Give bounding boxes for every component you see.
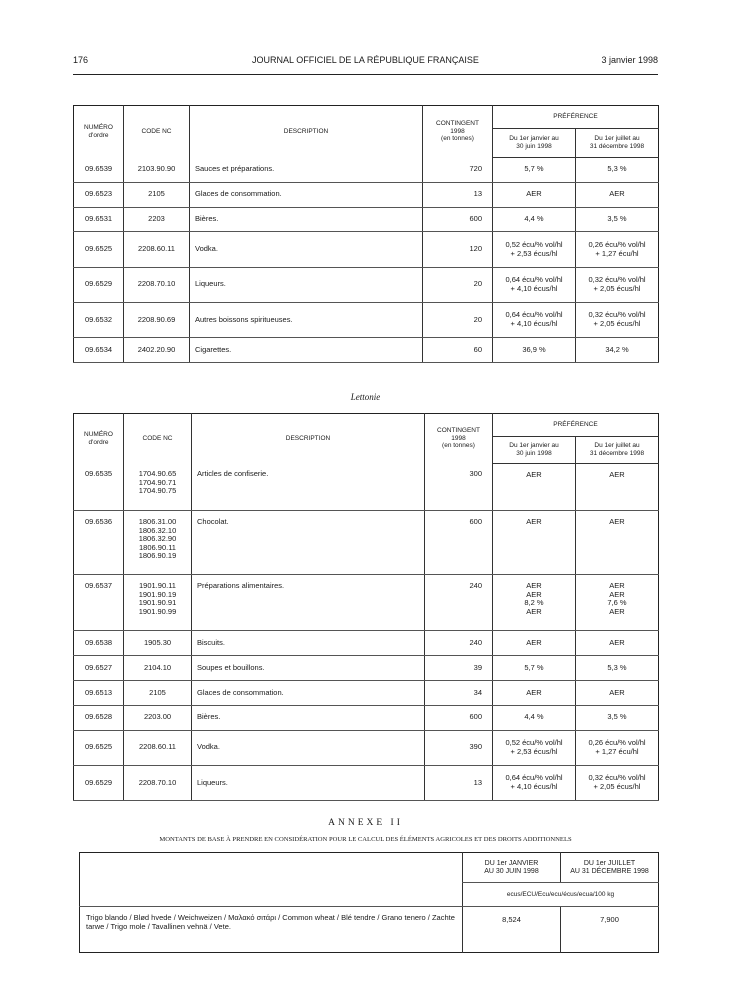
cell-numero: 09.6535 — [74, 463, 124, 511]
cell-numero: 09.6532 — [74, 302, 124, 337]
page-date: 3 janvier 1998 — [601, 55, 658, 65]
cell-code: 2203 — [124, 207, 190, 232]
value-period1: 8,524 — [463, 907, 561, 953]
table-row — [74, 511, 659, 575]
col-header-pref1: Du 1er janvier au 30 juin 1998 — [493, 128, 576, 157]
cell-numero: 09.6529 — [74, 765, 124, 800]
cell-description: Glaces de consommation. — [190, 182, 423, 207]
cell-contingent: 20 — [423, 267, 493, 302]
cell-pref2: 0,26 écu/% vol/hl + 1,27 écu/hl — [576, 730, 659, 765]
cell-code: 2105 — [124, 680, 192, 705]
cell-description: Biscuits. — [192, 631, 425, 656]
cell-code: 1905.30 — [124, 631, 192, 656]
table-row — [74, 575, 659, 631]
cell-description: Vodka. — [190, 232, 423, 267]
col-header-pref2: Du 1er juillet au 31 décembre 1998 — [576, 436, 659, 463]
cell-pref2: 0,32 écu/% vol/hl + 2,05 écus/hl — [576, 302, 659, 337]
header-rule — [73, 74, 658, 75]
quota-table-1 — [73, 105, 659, 363]
cell-pref1: AER — [493, 631, 576, 656]
table-row — [74, 656, 659, 681]
value-period2: 7,900 — [561, 907, 659, 953]
cell-code: 2105 — [124, 182, 190, 207]
cell-contingent: 600 — [423, 207, 493, 232]
unit-label: ecus/ECU/Ecu/ecu/écus/ecua/100 kg — [463, 883, 659, 907]
cell-description: Glaces de consommation. — [192, 680, 425, 705]
cell-pref2: AER — [576, 631, 659, 656]
cell-pref1: 0,52 écu/% vol/hl + 2,53 écus/hl — [493, 730, 576, 765]
table-row — [74, 705, 659, 730]
journal-title: JOURNAL OFFICIEL DE LA RÉPUBLIQUE FRANÇAISE — [252, 55, 479, 65]
cell-description: Vodka. — [192, 730, 425, 765]
col-header-period2: DU 1er JUILLET AU 31 DÉCEMBRE 1998 — [561, 853, 659, 883]
cell-pref1: 4,4 % — [493, 207, 576, 232]
base-amounts-table — [79, 852, 659, 953]
cell-numero: 09.6527 — [74, 656, 124, 681]
col-header-pref2: Du 1er juillet au 31 décembre 1998 — [576, 128, 659, 157]
cell-contingent: 390 — [425, 730, 493, 765]
cell-contingent: 39 — [425, 656, 493, 681]
cell-pref2: 34,2 % — [576, 338, 659, 363]
cell-pref1: 0,64 écu/% vol/hl + 4,10 écus/hl — [493, 765, 576, 800]
table-row — [74, 680, 659, 705]
cell-pref1: 4,4 % — [493, 705, 576, 730]
table-row — [74, 730, 659, 765]
cell-pref1: AER AER 8,2 % AER — [493, 575, 576, 631]
cell-code: 1901.90.11 1901.90.19 1901.90.91 1901.90.99 — [124, 575, 192, 631]
cell-pref2: 3,5 % — [576, 207, 659, 232]
cell-code: 2103.90.90 — [124, 157, 190, 182]
cell-numero: 09.6525 — [74, 730, 124, 765]
cell-pref2: AER — [576, 182, 659, 207]
col-header-pref1: Du 1er janvier au 30 juin 1998 — [493, 436, 576, 463]
table-row — [74, 631, 659, 656]
cell-contingent: 13 — [425, 765, 493, 800]
product-label: Trigo blando / Blød hvede / Weichweizen / Μαλακό σιτάρι / Common wheat / Blé tendre / Grano tenero / Zachte tarwe / Trigo mole / Tavallinen vehnä / Vete. — [86, 913, 455, 931]
table-header-row — [74, 414, 659, 437]
cell-code: 2208.70.10 — [124, 267, 190, 302]
table-row — [74, 232, 659, 267]
cell-description: Soupes et bouillons. — [192, 656, 425, 681]
cell-numero: 09.6529 — [74, 267, 124, 302]
cell-numero: 09.6534 — [74, 338, 124, 363]
col-header-code: CODE NC — [124, 106, 190, 158]
cell-contingent: 240 — [425, 631, 493, 656]
table-header-row — [74, 106, 659, 129]
cell-numero: 09.6513 — [74, 680, 124, 705]
cell-pref1: AER — [493, 680, 576, 705]
cell-contingent: 60 — [423, 338, 493, 363]
cell-pref2: AER AER 7,6 % AER — [576, 575, 659, 631]
cell-code: 2208.90.69 — [124, 302, 190, 337]
cell-pref2: 3,5 % — [576, 705, 659, 730]
cell-pref2: 0,26 écu/% vol/hl + 1,27 écu/hl — [576, 232, 659, 267]
table-row — [74, 302, 659, 337]
cell-contingent: 720 — [423, 157, 493, 182]
cell-numero: 09.6525 — [74, 232, 124, 267]
table-row — [74, 267, 659, 302]
col-header-preference: PRÉFÉRENCE — [493, 106, 659, 129]
cell-code: 2203.00 — [124, 705, 192, 730]
annexe-subtitle: MONTANTS DE BASE À PRENDRE EN CONSIDÉRATION POUR LE CALCUL DES ÉLÉMENTS AGRICOLES ET DES DROITS ADDITIONNELS — [159, 836, 572, 843]
col-header-preference: PRÉFÉRENCE — [493, 414, 659, 437]
cell-pref2: 5,3 % — [576, 656, 659, 681]
cell-pref1: AER — [493, 182, 576, 207]
cell-code: 1806.31.00 1806.32.10 1806.32.90 1806.90.11 1806.90.19 — [124, 511, 192, 575]
cell-contingent: 20 — [423, 302, 493, 337]
cell-description: Préparations alimentaires. — [192, 575, 425, 631]
col-header-description: DESCRIPTION — [192, 414, 425, 464]
cell-code: 2208.70.10 — [124, 765, 192, 800]
cell-description: Sauces et préparations. — [190, 157, 423, 182]
cell-numero: 09.6538 — [74, 631, 124, 656]
col-header-description: DESCRIPTION — [190, 106, 423, 158]
table-row — [74, 157, 659, 182]
col-header-contingent: CONTINGENT 1998 (en tonnes) — [423, 106, 493, 158]
cell-pref2: 0,32 écu/% vol/hl + 2,05 écus/hl — [576, 267, 659, 302]
table-row — [74, 207, 659, 232]
cell-pref2: AER — [576, 680, 659, 705]
table-row — [74, 765, 659, 800]
cell-contingent: 600 — [425, 705, 493, 730]
cell-description: Chocolat. — [192, 511, 425, 575]
cell-pref1: 5,7 % — [493, 157, 576, 182]
cell-code: 2208.60.11 — [124, 232, 190, 267]
cell-description: Bières. — [192, 705, 425, 730]
cell-code: 2402.20.90 — [124, 338, 190, 363]
cell-description: Cigarettes. — [190, 338, 423, 363]
cell-numero: 09.6523 — [74, 182, 124, 207]
cell-pref2: AER — [576, 463, 659, 511]
cell-pref1: 0,64 écu/% vol/hl + 4,10 écus/hl — [493, 267, 576, 302]
cell-contingent: 600 — [425, 511, 493, 575]
cell-description: Liqueurs. — [190, 267, 423, 302]
cell-description: Autres boissons spiritueuses. — [190, 302, 423, 337]
cell-pref1: 0,52 écu/% vol/hl + 2,53 écus/hl — [493, 232, 576, 267]
table-row — [74, 463, 659, 511]
cell-description: Bières. — [190, 207, 423, 232]
cell-pref1: 5,7 % — [493, 656, 576, 681]
cell-numero: 09.6531 — [74, 207, 124, 232]
table-row — [74, 338, 659, 363]
cell-pref2: 0,32 écu/% vol/hl + 2,05 écus/hl — [576, 765, 659, 800]
cell-pref1: AER — [493, 511, 576, 575]
cell-pref2: 5,3 % — [576, 157, 659, 182]
cell-contingent: 13 — [423, 182, 493, 207]
cell-description: Liqueurs. — [192, 765, 425, 800]
cell-contingent: 240 — [425, 575, 493, 631]
cell-description: Articles de confiserie. — [192, 463, 425, 511]
quota-table-2 — [73, 413, 659, 801]
annexe-title: ANNEXE II — [328, 818, 403, 828]
cell-pref1: AER — [493, 463, 576, 511]
cell-numero: 09.6537 — [74, 575, 124, 631]
col-header-numero: NUMÉRO d'ordre — [84, 431, 113, 446]
cell-code: 2104.10 — [124, 656, 192, 681]
col-header-contingent: CONTINGENT 1998 (en tonnes) — [425, 414, 493, 464]
cell-pref2: AER — [576, 511, 659, 575]
table-row — [80, 907, 659, 953]
page-number: 176 — [73, 55, 89, 65]
col-header-code: CODE NC — [124, 414, 192, 464]
col-header-period1: DU 1er JANVIER AU 30 JUIN 1998 — [463, 853, 561, 883]
cell-numero: 09.6536 — [74, 511, 124, 575]
table-row — [74, 182, 659, 207]
cell-numero: 09.6539 — [74, 157, 124, 182]
cell-code: 1704.90.65 1704.90.71 1704.90.75 — [124, 463, 192, 511]
cell-contingent: 300 — [425, 463, 493, 511]
cell-contingent: 34 — [425, 680, 493, 705]
cell-pref1: 36,9 % — [493, 338, 576, 363]
section-title-lettonie: Lettonie — [350, 392, 381, 402]
cell-contingent: 120 — [423, 232, 493, 267]
cell-code: 2208.60.11 — [124, 730, 192, 765]
cell-pref1: 0,64 écu/% vol/hl + 4,10 écus/hl — [493, 302, 576, 337]
col-header-numero: NUMÉRO d'ordre — [84, 124, 113, 139]
cell-numero: 09.6528 — [74, 705, 124, 730]
